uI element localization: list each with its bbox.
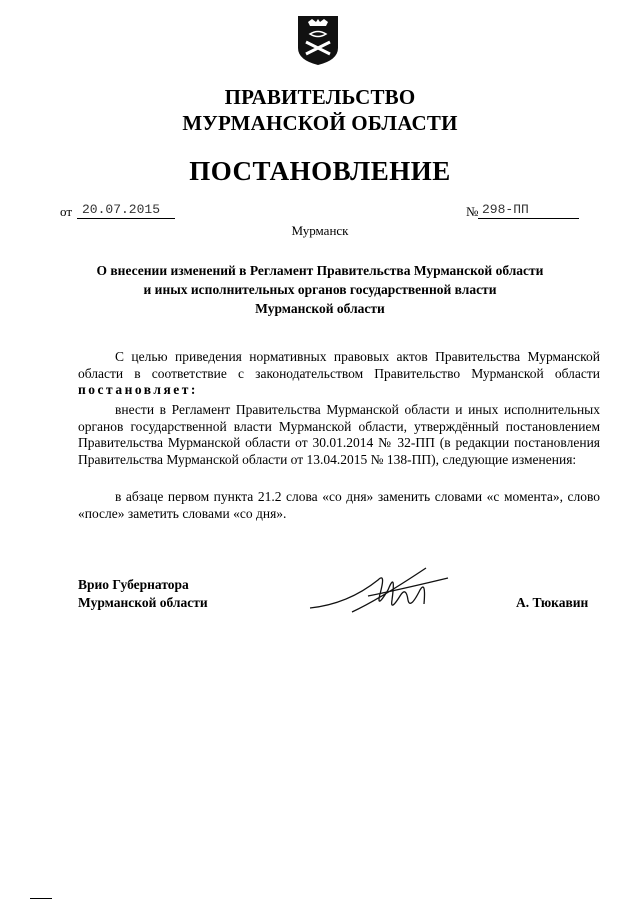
document-date: 20.07.2015 <box>82 202 161 217</box>
subject-line1: О внесении изменений в Регламент Правительства Мурманской области <box>96 263 544 278</box>
paragraph-1: С целью приведения нормативных правовых актов Правительства Мурманской области в соответствие с законодательством Правительство Мурманской области постановляет: <box>78 349 600 397</box>
paragraph-2: внести в Регламент Правительства Мурманской области и иных исполнительных органов государственной власти Мурманской области, утверждённый постановлением Правительства Мурманской области от 30.01.2014 № 32-ПП (в редакции постановления Правительства Мурманской области от 13.04.2015 № 138-ПП), следующие изменения: <box>78 402 600 467</box>
signatory-name: А. Тюкавин <box>516 595 589 610</box>
number-underline <box>478 218 579 219</box>
signatory-title-line1: Врио Губернатора <box>78 577 189 592</box>
subject-line2: и иных исполнительных органов государственной власти <box>143 282 497 297</box>
signatory-title-line2: Мурманской области <box>78 595 208 610</box>
decree-keyword: постановляет: <box>78 382 198 397</box>
paragraph-3: в абзаце первом пункта 21.2 слова «со дня» заменить словами «с момента», слово «после» заметить словами «со дня». <box>78 489 600 521</box>
org-name-line2: МУРМАНСКОЙ ОБЛАСТИ <box>182 111 458 135</box>
city: Мурманск <box>291 223 349 238</box>
handwritten-signature <box>308 560 458 620</box>
coat-of-arms-icon <box>296 14 340 66</box>
document-type: ПОСТАНОВЛЕНИЕ <box>189 156 451 186</box>
date-underline <box>77 218 175 219</box>
number-prefix: № <box>466 204 479 219</box>
date-prefix: от <box>60 204 73 219</box>
document-number: 298-ПП <box>482 202 529 217</box>
footer-mark <box>30 898 52 899</box>
org-name-line1: ПРАВИТЕЛЬСТВО <box>224 85 416 109</box>
subject-line3: Мурманской области <box>255 301 385 316</box>
